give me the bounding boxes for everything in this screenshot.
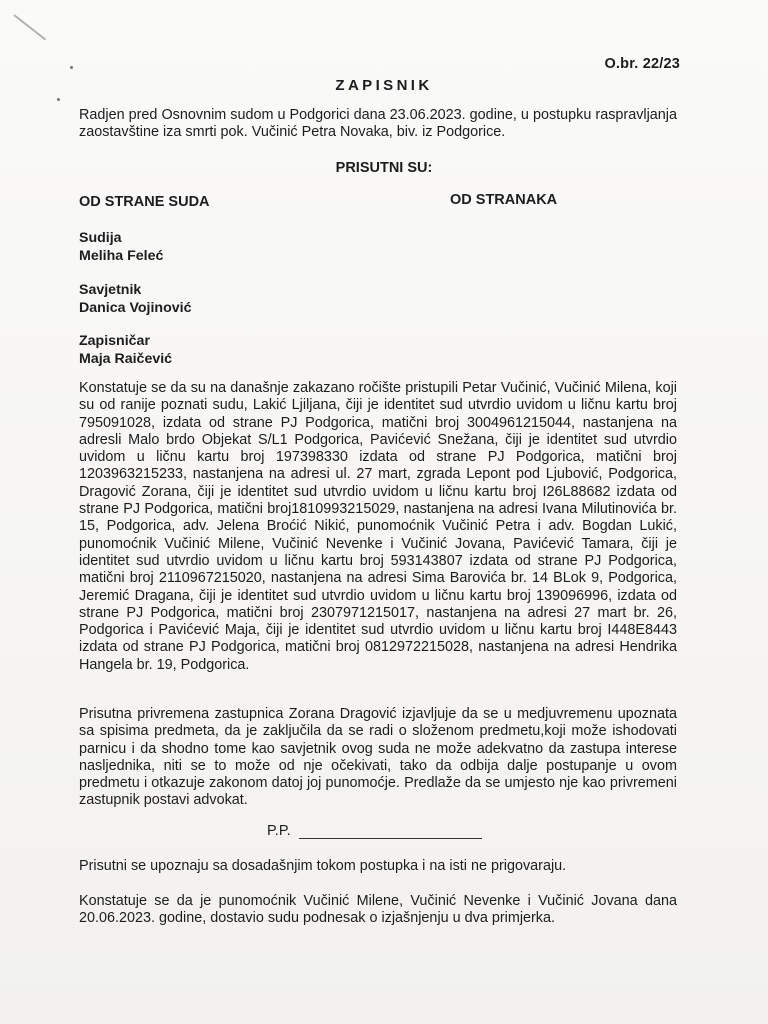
member-role: Zapisničar — [79, 333, 150, 349]
present-heading: PRISUTNI SU: — [335, 160, 433, 176]
court-column-heading: OD STRANE SUDA — [79, 194, 210, 210]
pp-label: P.P. — [267, 823, 291, 839]
scan-speck — [57, 98, 60, 101]
parties-column-heading: OD STRANAKA — [450, 192, 558, 208]
scan-mark — [13, 14, 46, 40]
scan-speck — [70, 66, 73, 69]
attendance-paragraph: Konstatuje se da su na današnje zakazano ročište pristupili Petar Vučinić, Vučinić Milena, koji su od ranije poznati sudu, Lakić Ljiljana, čiji je identitet sud utvrdio uvidom u ličnu kartu broj 795091028, izdata od strane PJ Podgorica, matični broj 3004961215044, nastanjena na adresli Malo brdo Objekat S/L1 Podgorica, Pavićević Snežana, čiji je identitet sud utvrdio uvidom u ličnu kartu broj 197398330 izdata od strane PJ Podgorica, matični broj 1203963215233, nastanjena na adresi ul. 27 mart, zgrada Lepont pod Ljubović, Podgorica, Dragović Zorana, čiji je identitet sud utvrdio uvidom u ličnu kartu broj I26L88682 izdata od strane PJ Podgorica, matični broj1810993215029, nastanjena na adresi Ivana Milutinovića br. 15, Podgorica, adv. Jelena Broćić Nikić, punomoćnik Vučinić Petra i adv. Bogdan Lukić, punomoćnik Vučinić Milene, Vučinić Nevenke i Vučinić Jovana, Pavićević Tamara, čiji je identitet sud utvrdio uvidom u ličnu kartu broj 593143807 izdata od strane PJ Podgorica, matični broj 2110967215020, nastanjena na adresi Sima Barovića br. 14 BLok 9, Podgorica, Jeremić Dragana, čiji je identitet sud utvrdio uvidom u ličnu kartu broj 139096996, izdata od strane PJ Podgorica, matični broj 2307971215017, nastanjena na adresi 27 mart br. 26, Podgorica i Pavićević Maja, čiji je identitet sud utvrdio uvidom u ličnu kartu broj I448E8443 izdata od strane PJ Podgorica, matični broj 0812972215028, nastanjena na adresi Hendrika Hangela br. 19, Podgorica. — [79, 380, 677, 673]
document-title: ZAPISNIK — [335, 77, 433, 94]
member-role: Savjetnik — [79, 282, 142, 298]
member-name: Danica Vojinović — [79, 299, 192, 316]
representative-paragraph: Prisutna privremena zastupnica Zorana Dragović izjavljuje da se u medjuvremenu upoznata sa spisima predmeta, da je zaključila da se radi o složenom predmetu,koji može ishodovati parnicu i da shodno tome kao savjetnik ovog suda ne može adekvatno da zastupa interese nasljednika, niti se to može od nje očekivati, tako da odbija dalje postupanje u ovom predmetu i otkazuje zakonom datoj joj punomoćje. Predlaže da se umjesto nje kao privremeni zastupnik postavi advokat. — [79, 706, 677, 809]
intro-paragraph: Radjen pred Osnovnim sudom u Podgorici dana 23.06.2023. godine, u postupku raspravljanja zaostavštine iza smrti pok. Vučinić Petra Novaka, biv. iz Podgorice. — [79, 107, 677, 141]
court-member-advisor — [79, 282, 191, 317]
signature-line — [299, 824, 482, 839]
case-number: O.br. 22/23 — [604, 56, 680, 72]
informed-paragraph: Prisutni se upoznaju sa dosadašnjim tokom postupka i na isti ne prigovaraju. — [79, 858, 567, 874]
member-role: Sudija — [79, 230, 122, 246]
submission-paragraph: Konstatuje se da je punomoćnik Vučinić Milene, Vučinić Nevenke i Vučinić Jovana dana 20.06.2023. godine, dostavio sudu podnesak o izjašnjenju u dva primjerka. — [79, 893, 677, 927]
court-member-clerk — [79, 333, 172, 368]
member-name: Maja Raičević — [79, 350, 173, 367]
member-name: Meliha Feleć — [79, 247, 164, 264]
court-member-judge — [79, 230, 163, 265]
pp-signature — [267, 823, 482, 839]
